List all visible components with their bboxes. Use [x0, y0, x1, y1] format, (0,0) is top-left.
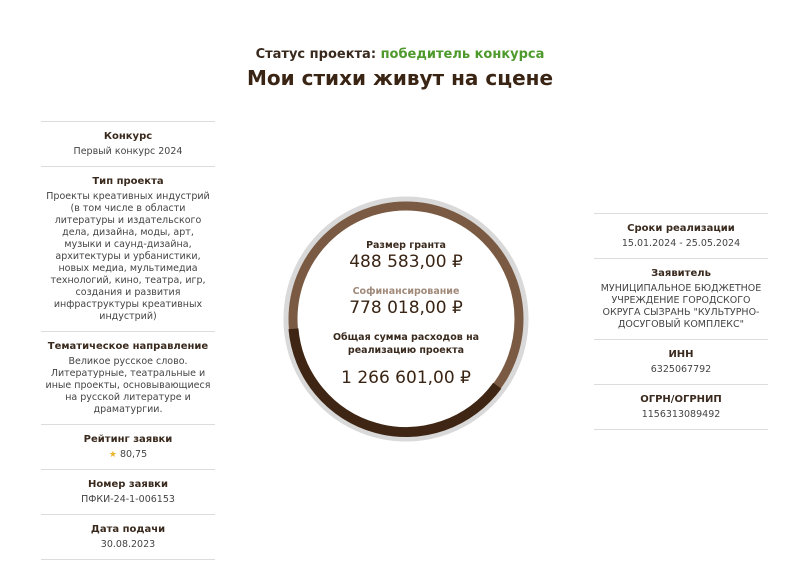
- info-project-type: [41, 167, 215, 332]
- info-label: Сроки реализации: [627, 223, 735, 234]
- info-theme: [41, 332, 215, 425]
- info-value: Первый конкурс 2024: [73, 146, 183, 157]
- info-value: 80,75: [119, 449, 148, 460]
- info-value: Проекты креативных индустрий (в том числе в области литературы и издательского дела, дизайна, моды, арт, музыки и саунд-дизайна, архитектуры и урбанистики, новых медиа, мультимедиа технологий, кино, театра, игр, создания и развития инфраструктуры креативных индустрий): [46, 191, 210, 322]
- total-label: Общая сумма расходов на реализацию проекта: [332, 332, 480, 356]
- info-value: 6325067792: [650, 364, 712, 375]
- grant-label: Размер гранта: [366, 240, 446, 251]
- info-value: Великое русское слово. Литературные, театральные и иные проекты, основывающиеся на русской литературе и драматургии.: [45, 356, 211, 415]
- finance-ring: [281, 194, 531, 444]
- info-label: Номер заявки: [88, 479, 168, 490]
- info-value: ПФКИ-24-1-006153: [81, 494, 175, 505]
- info-contest: [41, 122, 215, 167]
- cofinancing-value: 778 018,00 ₽: [349, 298, 463, 318]
- status-value: победитель конкурса: [380, 47, 545, 62]
- info-label: ИНН: [668, 349, 694, 360]
- page-title: Мои стихи живут на сцене: [246, 66, 554, 90]
- info-period: [594, 214, 768, 259]
- status-label: Статус проекта:: [255, 47, 377, 62]
- total-value: 1 266 601,00 ₽: [341, 368, 471, 388]
- info-label: Тематическое направление: [47, 341, 209, 352]
- info-label: Заявитель: [651, 268, 711, 279]
- info-ogrn: [594, 385, 768, 430]
- info-applicant: [594, 259, 768, 340]
- cofinancing-label: Софинансирование: [352, 286, 460, 297]
- left-info-column: [41, 121, 215, 560]
- star-icon: ★: [108, 450, 117, 460]
- info-value: 1156313089492: [641, 409, 721, 420]
- info-label: Дата подачи: [90, 524, 166, 535]
- right-info-column: [594, 213, 768, 430]
- info-submission-date: [41, 515, 215, 560]
- info-application-number: [41, 470, 215, 515]
- info-value: 15.01.2024 - 25.05.2024: [621, 238, 741, 249]
- info-value: МУНИЦИПАЛЬНОЕ БЮДЖЕТНОЕ УЧРЕЖДЕНИЕ ГОРОДСКОГО ОКРУГА СЫЗРАНЬ "КУЛЬТУРНО-ДОСУГОВЫЙ КОМПЛЕКС": [600, 283, 762, 330]
- info-rating: [41, 425, 215, 470]
- info-inn: [594, 340, 768, 385]
- info-label: Рейтинг заявки: [83, 434, 173, 445]
- project-status: [0, 47, 800, 62]
- info-value: 30.08.2023: [100, 539, 156, 550]
- info-label: Конкурс: [103, 131, 153, 142]
- finance-ring-svg: [281, 194, 531, 444]
- grant-value: 488 583,00 ₽: [349, 252, 463, 272]
- info-label: Тип проекта: [92, 176, 164, 187]
- info-label: ОГРН/ОГРНИП: [640, 394, 722, 405]
